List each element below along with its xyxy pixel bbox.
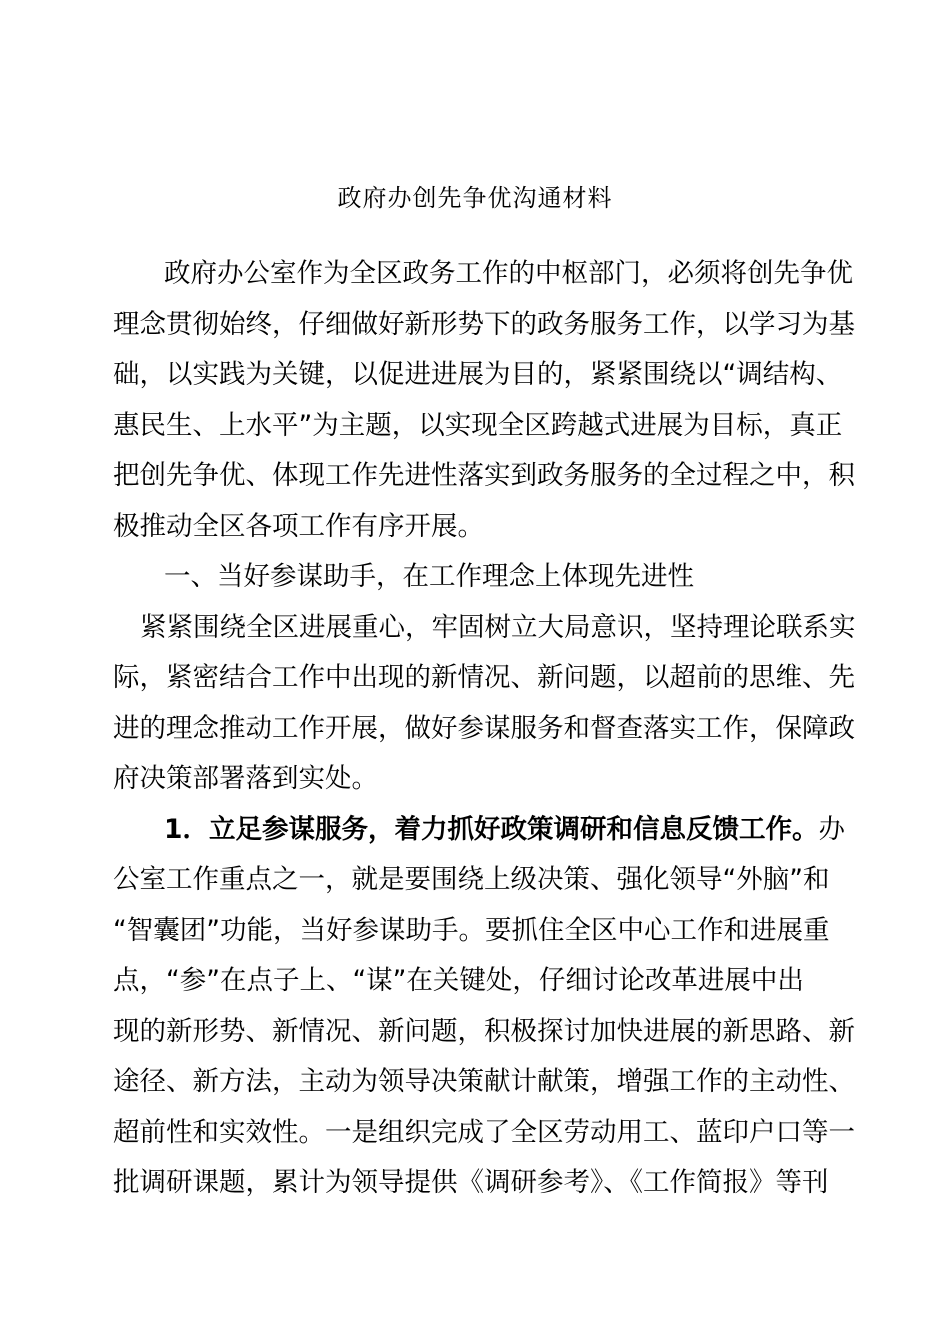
text-line-content — [164, 810, 845, 850]
text-line — [0, 305, 950, 345]
body-text: 惠民生、上水平”为主题，以实现全区跨越式进展为目标，真正 — [113, 410, 843, 441]
text-line-content — [113, 1113, 855, 1153]
bold-heading-text: 1．立足参谋服务，着力抓好政策调研和信息反馈工作。 — [164, 814, 819, 845]
text-line — [0, 860, 950, 900]
text-line-content — [113, 305, 855, 345]
text-line-content — [113, 406, 842, 446]
body-text: 理念贯彻始终，仔细做好新形势下的政务服务工作，以学习为基 — [113, 309, 855, 340]
text-line-content — [113, 1062, 855, 1102]
body-text: 极推动全区各项工作有序开展。 — [113, 511, 484, 542]
body-text: 府决策部署落到实处。 — [113, 763, 378, 794]
text-line — [0, 254, 950, 294]
text-line-content — [164, 254, 853, 294]
body-text: 紧紧围绕全区进展重心，牢固树立大局意识，坚持理论联系实 — [140, 612, 856, 643]
body-text: 现的新形势、新情况、新问题，积极探讨加快进展的新思路、新 — [113, 1016, 855, 1047]
body-text: 政府办公室作为全区政务工作的中枢部门，必须将创先争优 — [164, 258, 853, 289]
text-line-content — [113, 1163, 829, 1203]
text-line — [0, 911, 950, 951]
body-text: 把创先争优、体现工作先进性落实到政务服务的全过程之中，积 — [113, 460, 855, 491]
body-text: 进的理念推动工作开展，做好参谋服务和督查落实工作，保障政 — [113, 713, 855, 744]
body-text: 公室工作重点之一，就是要围绕上级决策、强化领导“外脑”和 — [113, 864, 830, 895]
text-line — [0, 961, 950, 1001]
text-line-content — [113, 911, 829, 951]
text-line-content — [113, 860, 829, 900]
body-text: 超前性和实效性。一是组织完成了全区劳动用工、蓝印户口等一 — [113, 1117, 855, 1148]
text-line-content — [113, 709, 855, 749]
body-text: 途径、新方法，主动为领导决策献计献策，增强工作的主动性、 — [113, 1066, 855, 1097]
text-line — [0, 456, 950, 496]
text-line-content — [113, 658, 855, 698]
text-line — [0, 608, 950, 648]
text-line — [0, 406, 950, 446]
text-line-content — [164, 557, 694, 597]
text-line — [0, 759, 950, 799]
text-line — [0, 1113, 950, 1153]
text-line — [0, 557, 950, 597]
body-text: 批调研课题，累计为领导提供《调研参考》、《工作简报》等刊 — [113, 1167, 829, 1198]
text-line — [0, 658, 950, 698]
text-line — [0, 1062, 950, 1102]
body-text: 础，以实践为关键，以促进进展为目的，紧紧围绕以“调结构、 — [113, 359, 843, 390]
text-line-content — [113, 1012, 855, 1052]
text-line — [0, 355, 950, 395]
text-line-content — [113, 759, 378, 799]
text-line-content — [113, 961, 804, 1001]
text-line — [0, 810, 950, 850]
body-text: 一、当好参谋助手，在工作理念上体现先进性 — [164, 561, 694, 592]
text-line-content — [140, 608, 856, 648]
text-line-content — [113, 507, 484, 547]
body-text: 点，“参”在点子上、“谋”在关键处，仔细讨论改革进展中出 — [113, 965, 804, 996]
body-text: “智囊团”功能，当好参谋助手。要抓住全区中心工作和进展重 — [113, 915, 830, 946]
text-line-content — [113, 456, 855, 496]
text-line-content — [113, 355, 842, 395]
body-text: 办 — [818, 814, 845, 845]
text-line — [0, 1012, 950, 1052]
text-line — [0, 709, 950, 749]
text-line — [0, 1163, 950, 1203]
body-text: 际，紧密结合工作中出现的新情况、新问题，以超前的思维、先 — [113, 662, 855, 693]
document-title: 政府办创先争优沟通材料 — [337, 184, 613, 212]
text-line — [0, 507, 950, 547]
